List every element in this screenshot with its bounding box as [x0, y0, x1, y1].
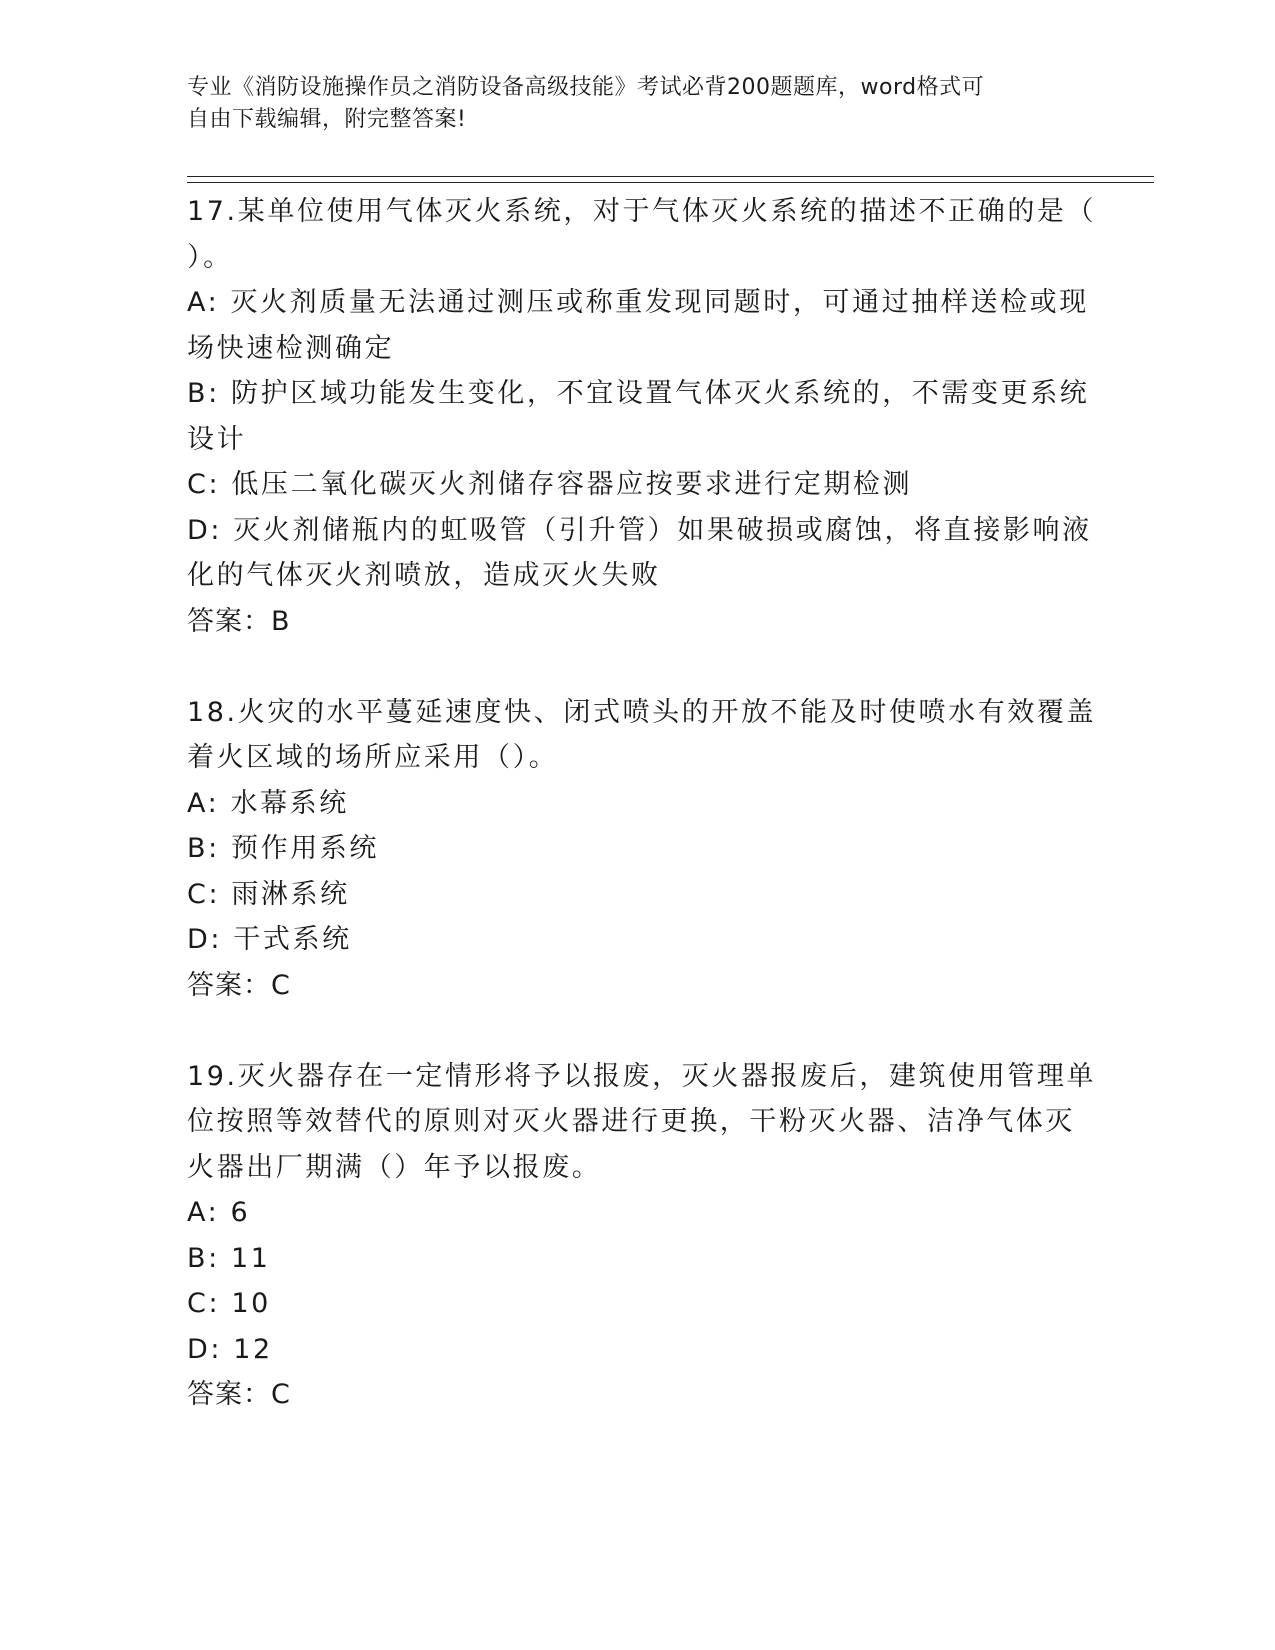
option-b-line: B: 预作用系统 — [187, 833, 380, 864]
question-stem-line: 位按照等效替代的原则对灭火器进行更换，干粉灭火器、洁净气体灭 — [187, 1106, 1075, 1137]
question-19 — [187, 1054, 1097, 1418]
header-divider-top — [187, 176, 1154, 177]
question-stem-line: 火器出厂期满（）年予以报废。 — [187, 1151, 602, 1183]
option-b-line: 设计 — [187, 423, 247, 455]
header-line-2: 自由下载编辑，附完整答案! — [187, 107, 467, 132]
option-c-line: C: 10 — [187, 1288, 271, 1319]
option-c-line: C: 雨淋系统 — [187, 878, 350, 910]
option-d-line: D: 12 — [187, 1333, 273, 1365]
option-a-line: A: 水幕系统 — [187, 787, 349, 819]
option-d-line: 化的气体灭火剂喷放，造成灭火失败 — [187, 560, 661, 591]
document-header — [187, 72, 1087, 136]
answer-label: 答案：C — [187, 1379, 291, 1410]
option-a-line: A: 6 — [187, 1197, 251, 1228]
option-b-line: B: 11 — [187, 1242, 271, 1274]
question-stem-line: 17.某单位使用气体灭火系统，对于气体灭火系统的描述不正确的是（ — [187, 196, 1097, 227]
option-d-line: D: 灭火剂储瓶内的虹吸管（引升管）如果破损或腐蚀，将直接影响液 — [187, 514, 1092, 546]
answer-label: 答案：B — [187, 605, 291, 637]
option-a-line: 场快速检测确定 — [187, 332, 395, 364]
option-d-line: D: 干式系统 — [187, 924, 352, 955]
question-stem-line: 19.灭火器存在一定情形将予以报废，灭火器报废后，建筑使用管理单 — [187, 1060, 1097, 1092]
option-a-line: A: 灭火剂质量无法通过测压或称重发现同题时，可通过抽样送检或现 — [187, 287, 1089, 318]
question-18 — [187, 690, 1097, 1009]
option-b-line: B: 防护区域功能发生变化，不宜设置气体灭火系统的，不需变更系统 — [187, 378, 1090, 409]
question-stem-line: 着火区域的场所应采用（）。 — [187, 742, 559, 773]
answer-label: 答案：C — [187, 969, 291, 1001]
question-spacer — [187, 1008, 1087, 1054]
header-divider-bottom — [187, 182, 1154, 183]
question-stem-line: 18.火灾的水平蔓延速度快、闭式喷头的开放不能及时使喷水有效覆盖 — [187, 696, 1097, 728]
question-17 — [187, 189, 1097, 644]
question-list — [187, 189, 1097, 1418]
header-line-1: 专业《消防设施操作员之消防设备高级技能》考试必背200题题库，word格式可 — [187, 75, 985, 100]
option-c-line: C: 低压二氧化碳灭火剂储存容器应按要求进行定期检测 — [187, 469, 913, 500]
question-spacer — [187, 644, 1087, 690]
question-stem-line: ）。 — [187, 241, 233, 273]
